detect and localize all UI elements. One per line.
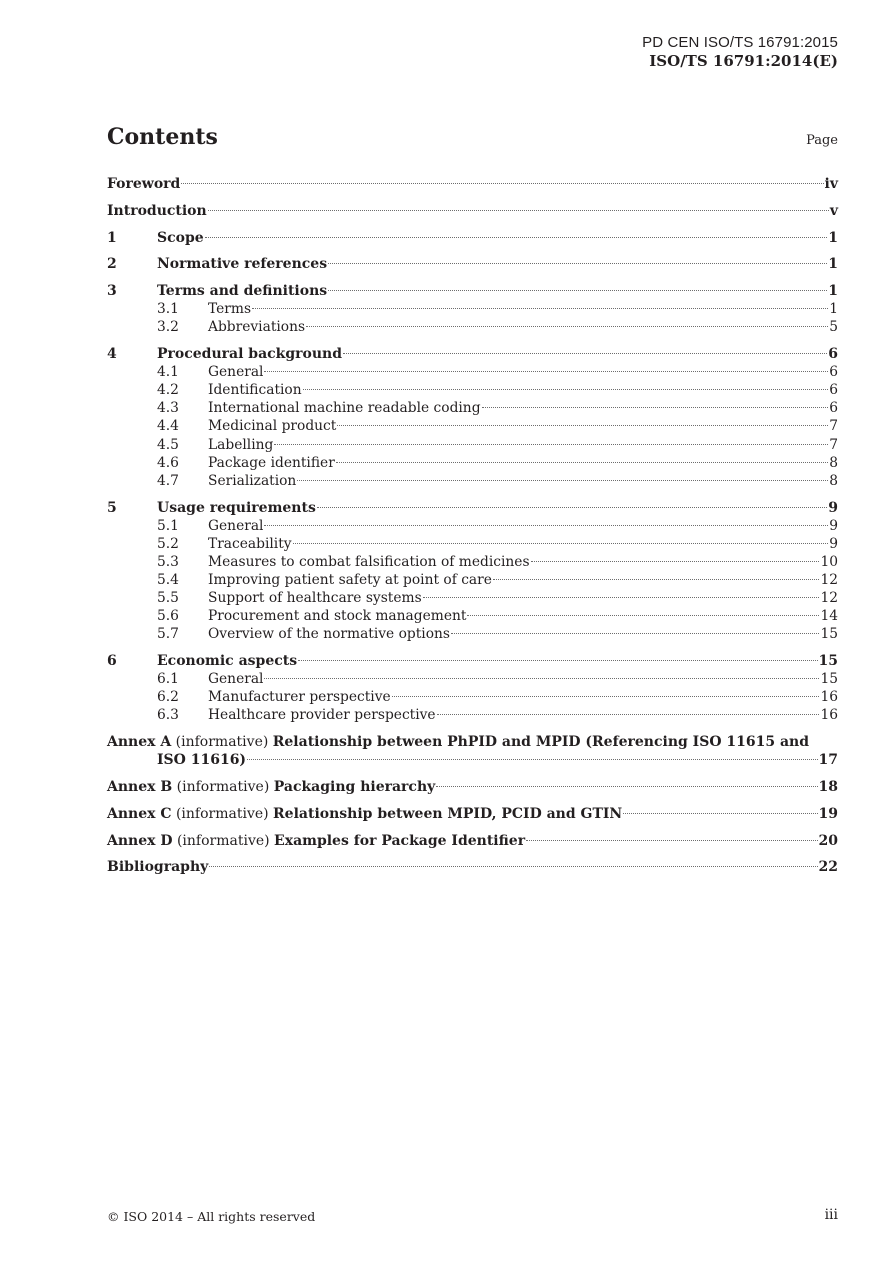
toc-title: Support of healthcare systems	[208, 590, 422, 606]
dot-leader	[336, 462, 828, 463]
toc-entry-4-1[interactable]	[107, 363, 838, 381]
toc-number: 5.7	[157, 626, 179, 643]
toc-number: 4.5	[157, 436, 179, 453]
dot-leader	[423, 597, 820, 598]
annex-title: Packaging hierarchy	[273, 778, 436, 795]
dot-leader	[209, 866, 817, 867]
toc-number: 2	[107, 256, 117, 273]
dot-leader	[623, 813, 817, 814]
toc-title: Overview of the normative options	[208, 626, 450, 643]
toc-entry-3[interactable]	[107, 282, 838, 300]
toc-title: Foreword	[107, 176, 181, 192]
annex-type: (informative)	[176, 778, 270, 795]
annex-title: Relationship between MPID, PCID and GTIN	[273, 805, 623, 822]
toc-page: 12	[820, 590, 838, 606]
toc-number: 6	[107, 653, 117, 670]
toc-entry-4-5[interactable]	[107, 436, 838, 454]
toc-page: 5	[829, 319, 838, 336]
toc-number: 5.1	[157, 517, 179, 534]
toc-page: 16	[820, 707, 838, 724]
toc-number: 4.1	[157, 364, 179, 381]
toc-page: 6	[829, 400, 838, 417]
dot-leader	[437, 714, 820, 715]
toc-number: 5	[107, 499, 117, 516]
toc-number: 5.4	[157, 571, 179, 588]
toc-page: 8	[829, 454, 838, 471]
toc-title: Procedural background	[157, 346, 343, 363]
toc-entry-5-6[interactable]	[107, 607, 838, 625]
dot-leader	[317, 507, 827, 508]
toc-entry-4-2[interactable]	[107, 381, 838, 399]
toc-page: 19	[818, 805, 838, 822]
toc-entry-5-7[interactable]	[107, 625, 838, 643]
dot-leader	[482, 407, 829, 408]
dot-leader	[493, 579, 820, 580]
toc-number: 4.4	[157, 418, 179, 435]
toc-title: General	[208, 671, 264, 688]
toc-entry-4-6[interactable]	[107, 454, 838, 472]
toc-page: 18	[818, 778, 838, 795]
toc-page: 16	[820, 689, 838, 706]
dot-leader	[264, 525, 828, 526]
toc-page: 1	[828, 256, 838, 273]
toc-entry-annex-d[interactable]	[107, 832, 838, 850]
annex-title: Examples for Package Identifier	[274, 832, 526, 849]
toc-entry-annex-c[interactable]	[107, 805, 838, 823]
toc-title: Procurement and stock management	[208, 608, 467, 625]
toc-title: Identification	[208, 382, 302, 399]
dot-leader	[303, 389, 829, 390]
toc-entry-4[interactable]	[107, 345, 838, 363]
toc-entry-annex-a[interactable]	[107, 733, 838, 769]
toc-entry-4-4[interactable]	[107, 417, 838, 435]
dot-leader	[208, 210, 829, 211]
page-number: iii	[824, 1207, 838, 1223]
dot-leader	[467, 615, 819, 616]
toc-title: Labelling	[208, 436, 274, 453]
toc-title: International machine readable coding	[208, 400, 481, 417]
dot-leader	[297, 480, 828, 481]
toc-page: 1	[828, 229, 838, 246]
toc-number: 3.1	[157, 301, 179, 318]
dot-leader	[181, 183, 823, 184]
toc-page: 9	[828, 499, 838, 516]
annex-label: Annex D	[107, 832, 173, 849]
toc-title: General	[208, 364, 264, 381]
toc-entry-5-2[interactable]	[107, 535, 838, 553]
toc-entry-5[interactable]	[107, 499, 838, 517]
toc-entry-5-5[interactable]	[107, 589, 838, 607]
toc-number: 4.2	[157, 382, 179, 399]
toc-number: 3	[107, 283, 117, 300]
toc-number: 6.2	[157, 689, 179, 706]
toc-entry-5-4[interactable]	[107, 571, 838, 589]
toc-number: 4.6	[157, 454, 179, 471]
annex-a-first-line	[107, 733, 838, 751]
toc-title: Measures to combat falsification of medicines	[208, 553, 530, 570]
toc-page: 6	[829, 364, 838, 381]
toc-page: 1	[828, 283, 838, 300]
toc-page: 8	[829, 472, 838, 489]
dot-leader	[337, 425, 828, 426]
toc-number: 5.6	[157, 608, 179, 625]
toc-title: Manufacturer perspective	[208, 689, 391, 706]
dot-leader	[343, 353, 827, 354]
toc-number: 4	[107, 346, 117, 363]
toc-number: 4.7	[157, 472, 179, 489]
annex-a-second-line	[157, 751, 838, 769]
toc-number: 4.3	[157, 400, 179, 417]
dot-leader	[247, 759, 817, 760]
toc-title: Serialization	[208, 472, 297, 489]
toc-page: 10	[820, 553, 838, 570]
toc-title: Economic aspects	[157, 653, 298, 670]
toc-page: 9	[829, 535, 838, 552]
toc-page: 22	[818, 859, 838, 876]
toc-entry-4-7[interactable]	[107, 472, 838, 490]
toc-number: 5.5	[157, 590, 179, 606]
toc-title: Terms and definitions	[157, 283, 328, 300]
toc-entry-6[interactable]	[107, 652, 838, 670]
toc-entry-3-2[interactable]	[107, 318, 838, 336]
annex-title-continued: ISO 11616)	[157, 752, 247, 769]
toc-title: Healthcare provider perspective	[208, 707, 436, 724]
dot-leader	[526, 840, 817, 841]
toc-number: 6.3	[157, 707, 179, 724]
document-reference-national: PD CEN ISO/TS 16791:2015	[642, 34, 838, 51]
toc-page: 6	[829, 382, 838, 399]
dot-leader	[293, 543, 829, 544]
toc-page: 15	[818, 653, 838, 670]
toc-page: 7	[829, 418, 838, 435]
toc-title: Introduction	[107, 202, 207, 219]
annex-label: Annex B	[107, 778, 173, 795]
document-reference-iso: ISO/TS 16791:2014(E)	[649, 52, 838, 70]
dot-leader	[264, 678, 819, 679]
toc-entry-4-3[interactable]	[107, 399, 838, 417]
toc-title: Improving patient safety at point of care	[208, 571, 492, 588]
toc-number: 3.2	[157, 319, 179, 336]
dot-leader	[274, 444, 828, 445]
toc-title: Terms	[208, 301, 252, 318]
dot-leader	[298, 660, 817, 661]
annex-type: (informative)	[175, 734, 269, 751]
toc-page: 12	[820, 571, 838, 588]
annex-title: Relationship between PhPID and MPID (Referencing ISO 11615 and	[272, 734, 810, 751]
annex-label: Annex A	[107, 734, 172, 751]
annex-label: Annex C	[107, 805, 172, 822]
toc-page: 9	[829, 517, 838, 534]
annex-type: (informative)	[175, 805, 269, 822]
annex-type: (informative)	[176, 832, 270, 849]
toc-page: 15	[820, 626, 838, 643]
toc-entry-foreword[interactable]	[107, 175, 838, 193]
toc-page: 6	[828, 346, 838, 363]
page-column-label: Page	[806, 133, 838, 148]
toc-number: 6.1	[157, 671, 179, 688]
toc-entry-1[interactable]	[107, 229, 838, 247]
toc-title: Medicinal product	[208, 418, 337, 435]
dot-leader	[451, 633, 819, 634]
toc-entry-introduction[interactable]	[107, 202, 838, 220]
toc-entry-annex-b[interactable]	[107, 778, 838, 796]
toc-entry-6-3[interactable]	[107, 706, 838, 724]
toc-number: 1	[107, 229, 117, 246]
toc-page: 17	[818, 752, 838, 769]
toc-entry-bibliography[interactable]	[107, 858, 838, 876]
dot-leader	[264, 371, 828, 372]
toc-page: v	[829, 202, 838, 219]
toc-title: General	[208, 517, 264, 534]
toc-page: 14	[820, 608, 838, 625]
toc-title: Abbreviations	[208, 319, 306, 336]
toc-title: Normative references	[157, 256, 328, 273]
dot-leader	[205, 237, 828, 238]
dot-leader	[306, 326, 828, 327]
toc-entry-2[interactable]	[107, 255, 838, 273]
dot-leader	[436, 786, 817, 787]
table-of-contents	[107, 175, 838, 876]
toc-page: 7	[829, 436, 838, 453]
dot-leader	[328, 290, 827, 291]
toc-title: Usage requirements	[157, 499, 316, 516]
dot-leader	[252, 308, 828, 309]
toc-number: 5.2	[157, 535, 179, 552]
dot-leader	[392, 696, 820, 697]
toc-entry-6-2[interactable]	[107, 688, 838, 706]
toc-page: iv	[824, 176, 838, 192]
dot-leader	[531, 561, 820, 562]
toc-number: 5.3	[157, 553, 179, 570]
toc-title: Bibliography	[107, 859, 209, 876]
toc-page: 20	[818, 832, 838, 849]
dot-leader	[328, 263, 827, 264]
toc-entry-5-1[interactable]	[107, 517, 838, 535]
toc-page: 15	[820, 671, 838, 688]
toc-title: Package identifier	[208, 454, 335, 471]
toc-title: Scope	[157, 229, 204, 246]
contents-title: Contents	[107, 124, 218, 150]
toc-entry-6-1[interactable]	[107, 670, 838, 688]
copyright-notice: © ISO 2014 – All rights reserved	[107, 1209, 316, 1224]
toc-entry-5-3[interactable]	[107, 553, 838, 571]
toc-page: 1	[829, 301, 838, 318]
toc-title: Traceability	[208, 535, 292, 552]
toc-entry-3-1[interactable]	[107, 300, 838, 318]
